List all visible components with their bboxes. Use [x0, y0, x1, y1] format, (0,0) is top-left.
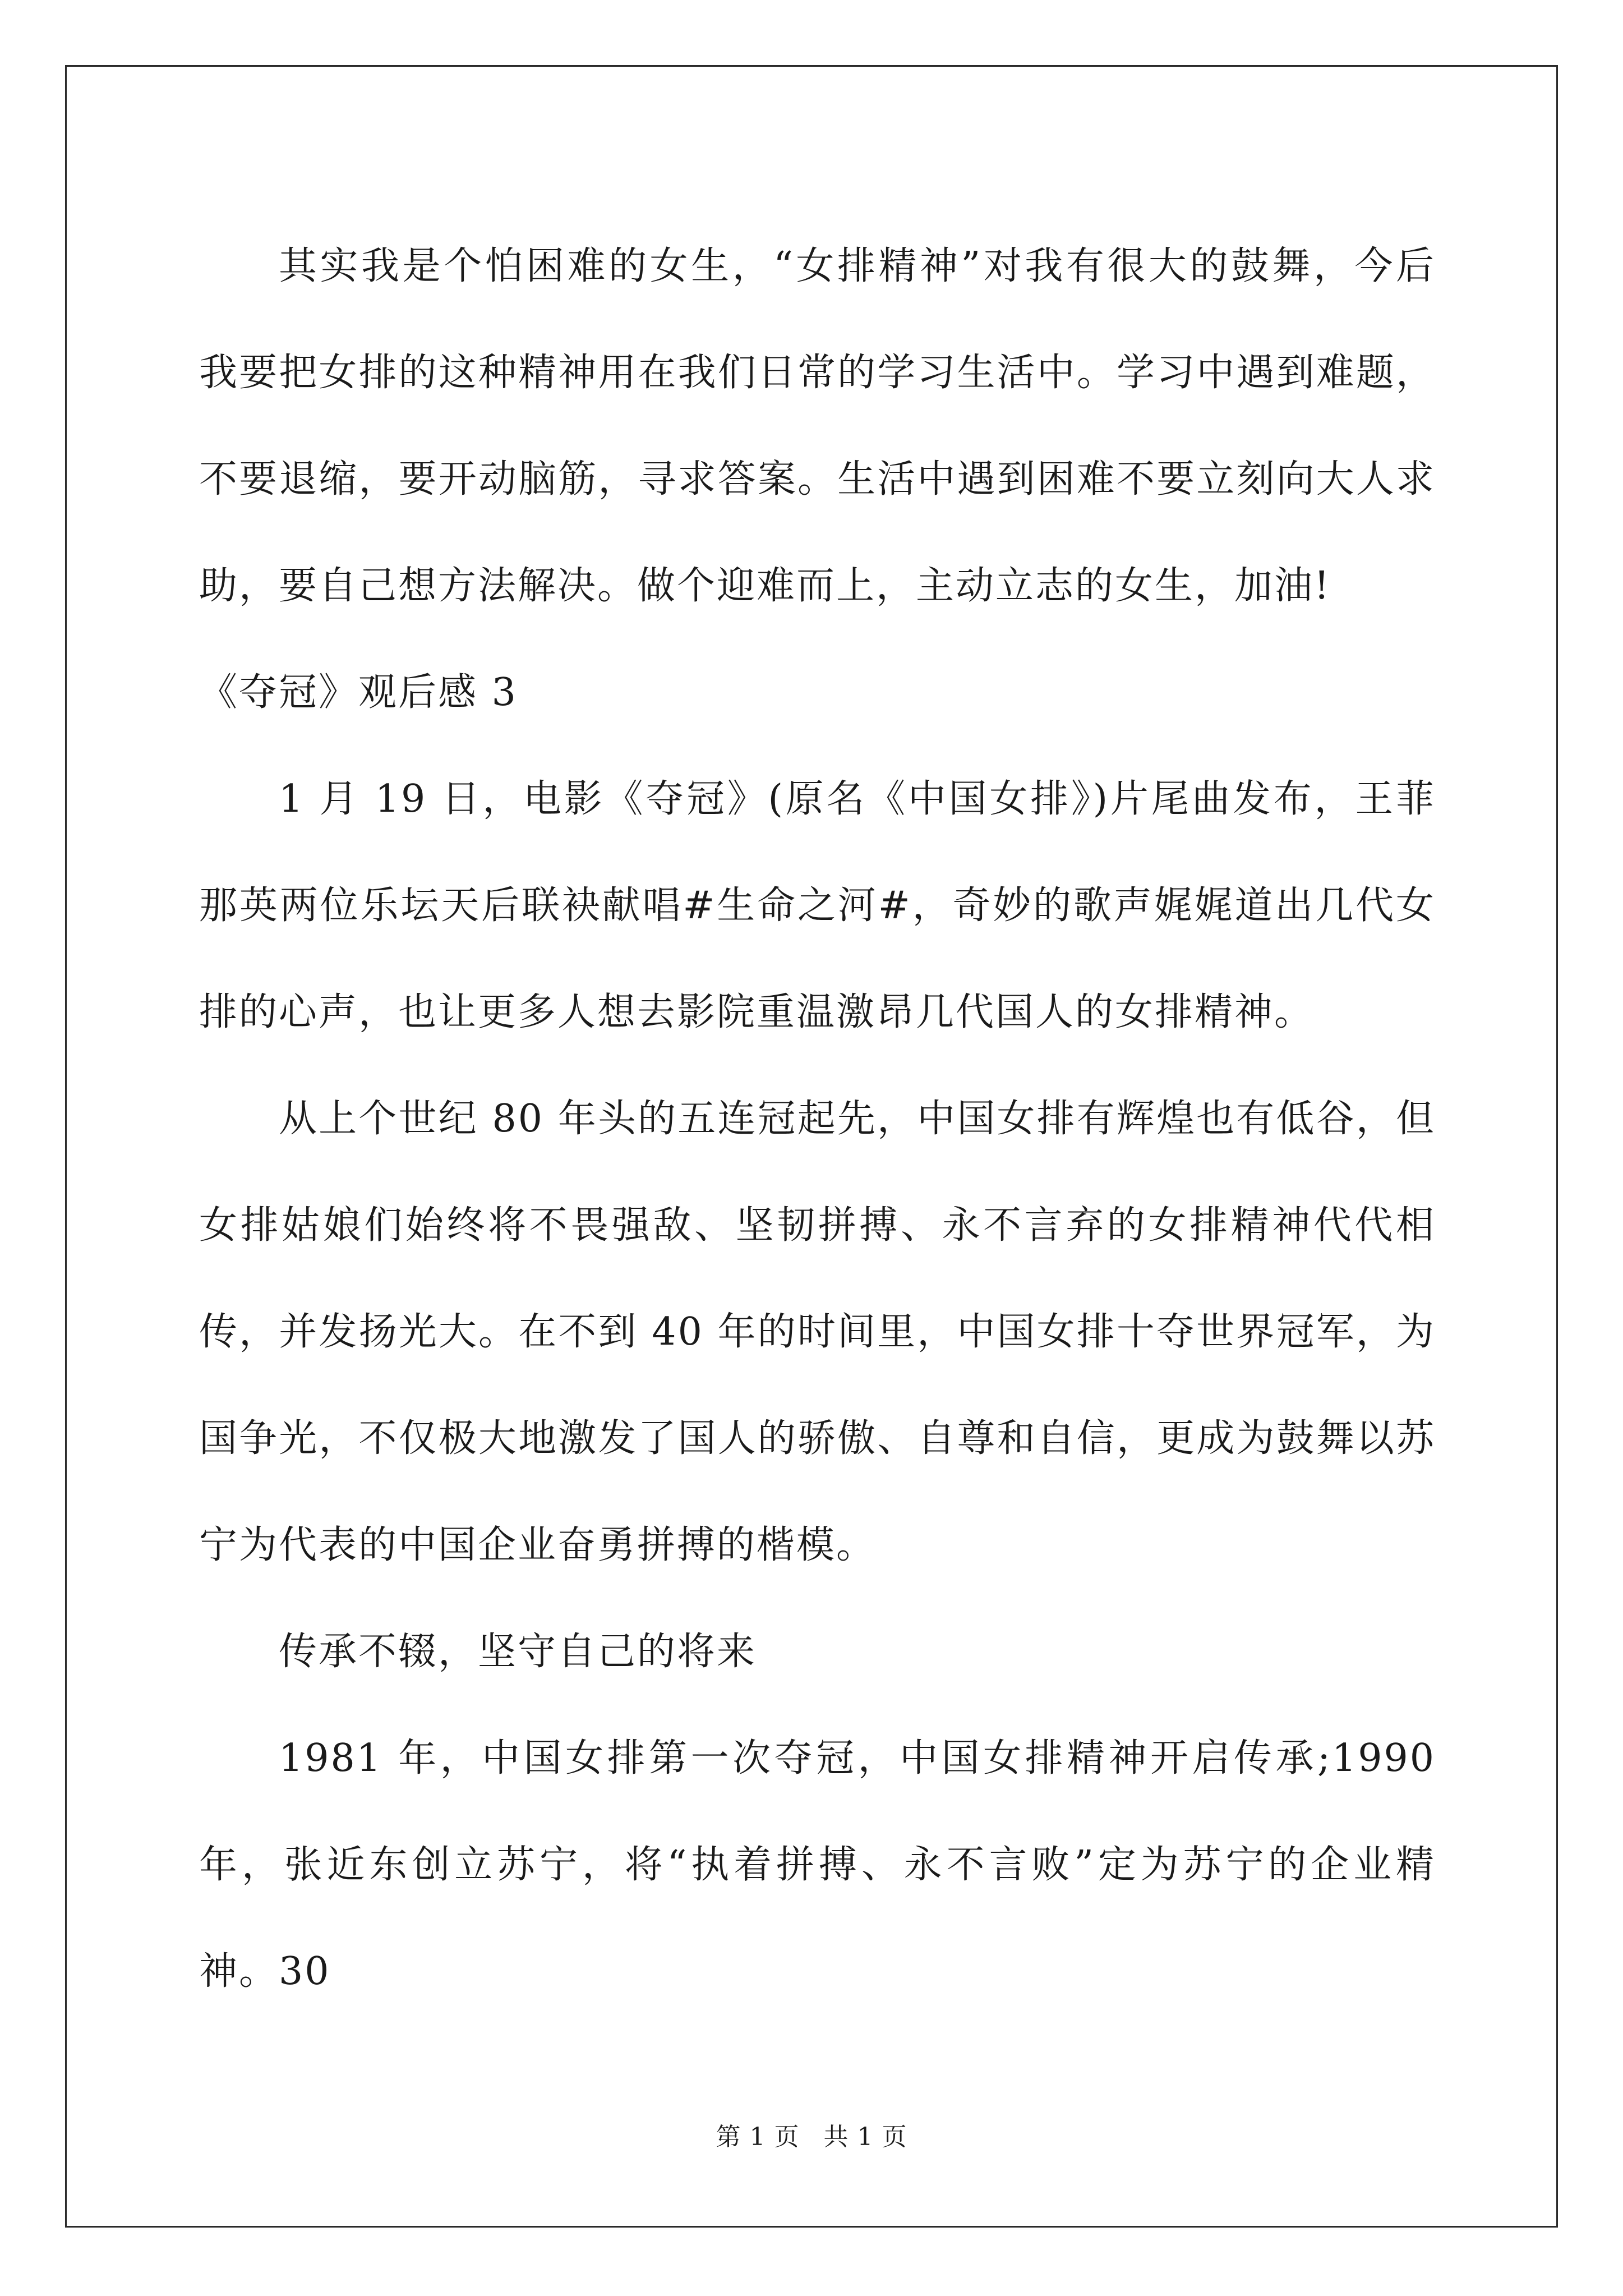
paragraph-1: 其实我是个怕困难的女生，“女排精神”对我有很大的鼓舞，今后我要把女排的这种精神用在我们日常的学习生活中。学习中遇到难题，不要退缩，要开动脑筋，寻求答案。生活中遇到困难不要立刻向大人求助，要自己想方法解决。做个迎难而上，主动立志的女生，加油! [199, 244, 1436, 608]
document-body [199, 213, 1436, 2025]
page-total: 共 1 页 [823, 2123, 907, 2151]
page-number: 第 1 页 [716, 2123, 800, 2151]
page-footer [0, 2120, 1623, 2154]
subheading: 传承不辍，坚守自己的将来 [279, 1630, 757, 1674]
paragraph-4: 1981 年，中国女排第一次夺冠，中国女排精神开启传承;1990 年，张近东创立苏宁，将“执着拼搏、永不言败”定为苏宁的企业精神。30 [199, 1736, 1436, 1994]
paragraph-3: 从上个世纪 80 年头的五连冠起先，中国女排有辉煌也有低谷，但女排姑娘们始终将不畏强敌、坚韧拼搏、永不言弃的女排精神代代相传，并发扬光大。在不到 40 年的时间里，中国女排十夺世界冠军，为国争光，不仅极大地激发了国人的骄傲、自尊和自信，更成为鼓舞以苏宁为代表的中国企业奋勇拼搏的楷模。 [199, 1097, 1436, 1567]
paragraph-2: 1 月 19 日，电影《夺冠》(原名《中国女排》)片尾曲发布，王菲那英两位乐坛天后联袂献唱#生命之河#，奇妙的歌声娓娓道出几代女排的心声，也让更多人想去影院重温激昂几代国人的女排精神。 [199, 777, 1436, 1034]
section-heading: 《夺冠》观后感 3 [199, 670, 518, 715]
